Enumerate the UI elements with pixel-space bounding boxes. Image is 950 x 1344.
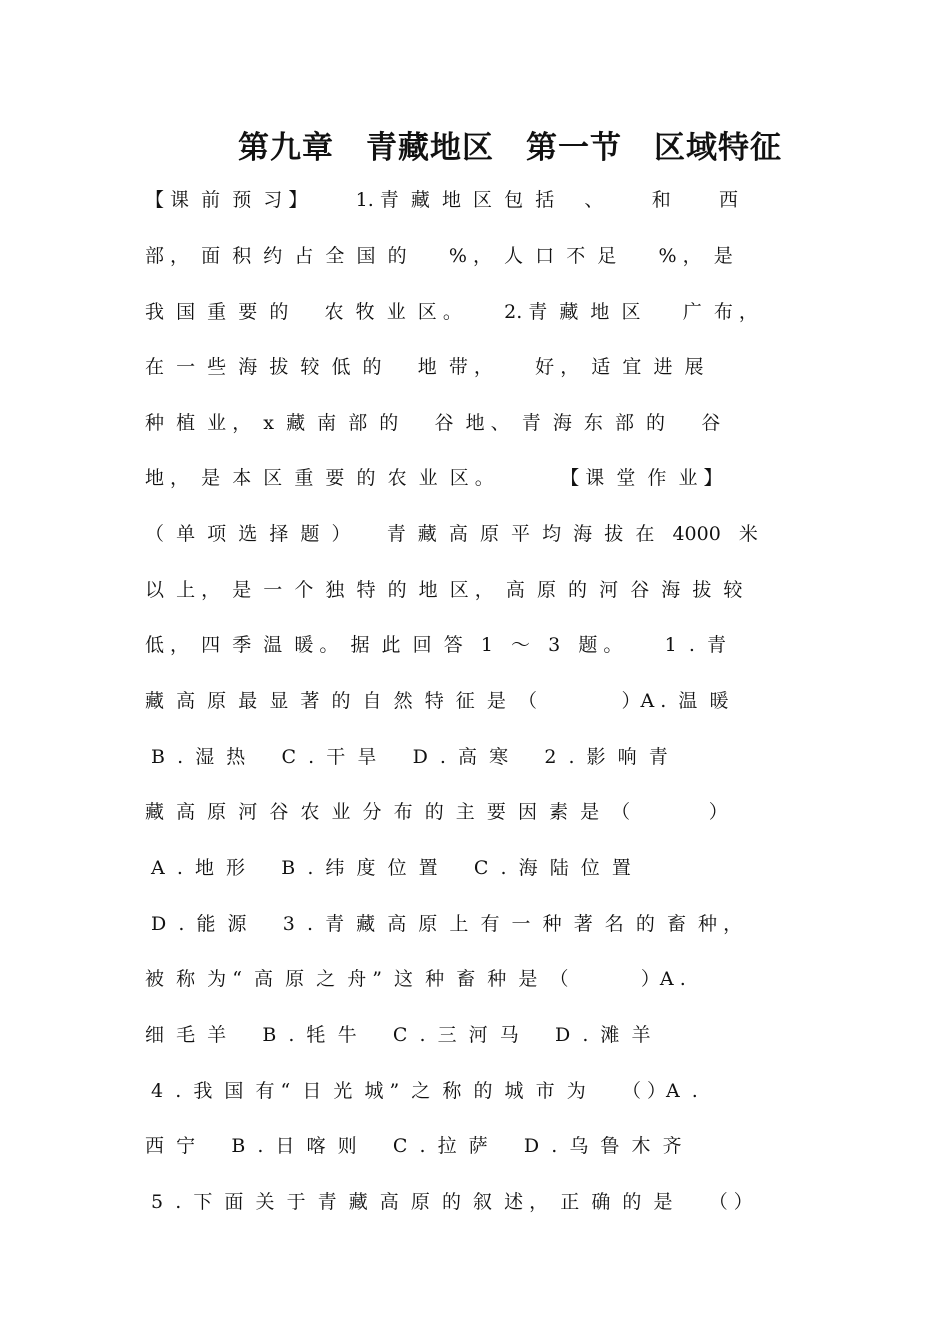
page-title: 第九章 青藏地区 第一节 区域特征 [238, 130, 782, 166]
text-line-5: 种 植 业 ， x 藏 南 部 的 谷 地 、 青 海 东 部 的 谷 [145, 412, 721, 434]
text-line-9: 低 ， 四 季 温 暖 。 据 此 回 答 1 ～ 3 题 。 1 . 青 [145, 634, 726, 656]
text-line-3: 我 国 重 要 的 农 牧 业 区 。 2. 青 藏 地 区 广 布 ， [145, 301, 758, 323]
text-line-16: 细 毛 羊 B . 牦 牛 C . 三 河 马 D . 滩 羊 [145, 1024, 651, 1046]
text-line-17: 4 . 我 国 有 “ 日 光 城 ” 之 称 的 城 市 为 （ ）A . [145, 1080, 698, 1102]
text-line-13: A . 地 形 B . 纬 度 位 置 C . 海 陆 位 置 [145, 857, 631, 879]
text-line-4: 在 一 些 海 拔 较 低 的 地 带 ， 好 ， 适 宜 进 展 [145, 356, 704, 378]
text-line-18: 西 宁 B . 日 喀 则 C . 拉 萨 D . 乌 鲁 木 齐 [145, 1135, 682, 1157]
text-line-10: 藏 高 原 最 显 著 的 自 然 特 征 是 （ ）A . 温 暖 [145, 690, 729, 712]
text-line-14: D . 能 源 3 . 青 藏 高 原 上 有 一 种 著 名 的 畜 种 ， [145, 913, 743, 935]
text-line-7: （ 单 项 选 择 题 ） 青 藏 高 原 平 均 海 拔 在 4000 米 [145, 523, 758, 545]
text-line-19: 5 . 下 面 关 于 青 藏 高 原 的 叙 述 ， 正 确 的 是 （ ） [145, 1191, 753, 1213]
text-line-8: 以 上 ， 是 一 个 独 特 的 地 区 ， 高 原 的 河 谷 海 拔 较 [145, 579, 743, 601]
text-line-12: 藏 高 原 河 谷 农 业 分 布 的 主 要 因 素 是 （ ） [145, 801, 728, 823]
text-line-15: 被 称 为 “ 高 原 之 舟 ” 这 种 畜 种 是 （ ）A . [145, 968, 686, 990]
text-line-6: 地 ， 是 本 区 重 要 的 农 业 区 。 【 课 堂 作 业 】 [145, 467, 723, 489]
text-line-2: 部 ， 面 积 约 占 全 国 的 % ， 人 口 不 足 % ， 是 [145, 245, 733, 267]
text-line-1: 【 课 前 预 习 】 1. 青 藏 地 区 包 括 、 和 西 [145, 189, 739, 211]
text-line-11: B . 湿 热 C . 干 旱 D . 高 寒 2 . 影 响 青 [145, 746, 668, 768]
